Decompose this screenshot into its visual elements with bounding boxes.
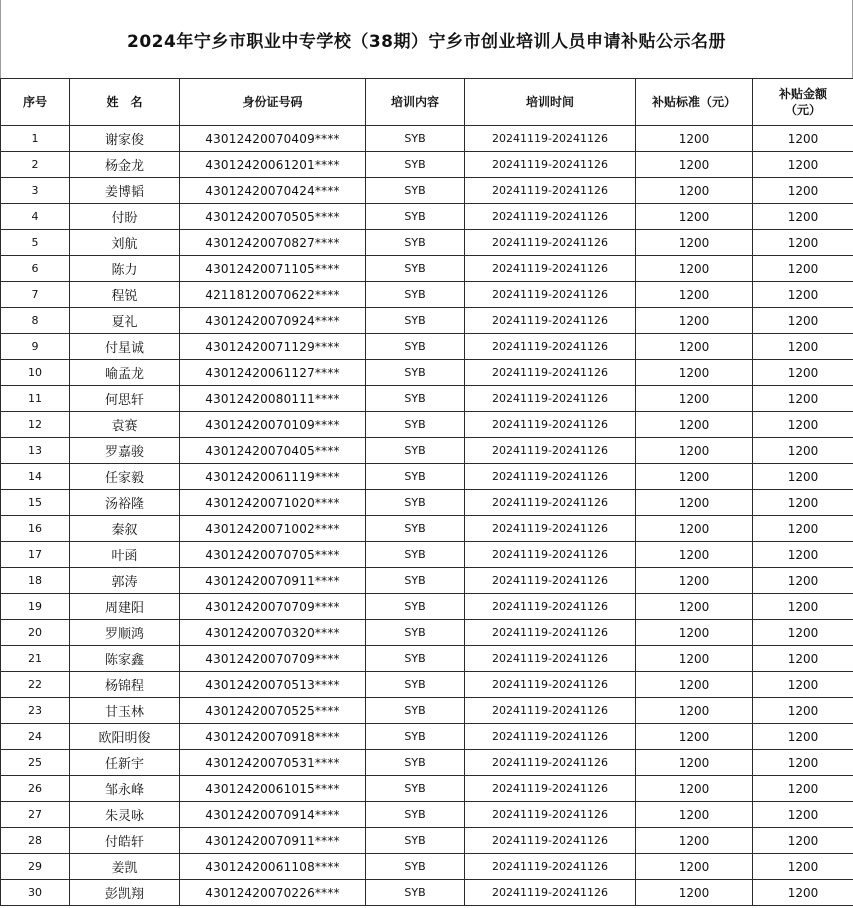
cell-amount[interactable]: 1200 [753, 516, 853, 542]
cell-course[interactable]: SYB [366, 282, 465, 308]
cell-period[interactable]: 20241119-20241126 [465, 178, 636, 204]
cell-amount[interactable]: 1200 [753, 282, 853, 308]
cell-course[interactable]: SYB [366, 334, 465, 360]
cell-id-number[interactable]: 43012420070531**** [180, 750, 366, 776]
cell-amount[interactable]: 1200 [753, 256, 853, 282]
cell-course[interactable]: SYB [366, 828, 465, 854]
cell-standard[interactable]: 1200 [636, 230, 753, 256]
table-row [1, 412, 853, 438]
cell-period[interactable]: 20241119-20241126 [465, 256, 636, 282]
cell-amount[interactable]: 1200 [753, 230, 853, 256]
cell-period[interactable]: 20241119-20241126 [465, 750, 636, 776]
cell-id-number[interactable]: 43012420061201**** [180, 152, 366, 178]
cell-course[interactable]: SYB [366, 152, 465, 178]
header-name[interactable]: 姓 名 [70, 79, 180, 126]
cell-name[interactable]: 周建阳 [70, 594, 180, 620]
cell-amount[interactable]: 1200 [753, 646, 853, 672]
cell-id-number[interactable]: 43012420070827**** [180, 230, 366, 256]
cell-standard[interactable]: 1200 [636, 438, 753, 464]
cell-period[interactable]: 20241119-20241126 [465, 698, 636, 724]
cell-standard[interactable]: 1200 [636, 152, 753, 178]
cell-standard[interactable]: 1200 [636, 464, 753, 490]
cell-seq[interactable]: 7 [1, 282, 70, 308]
cell-standard[interactable]: 1200 [636, 490, 753, 516]
cell-period[interactable]: 20241119-20241126 [465, 854, 636, 880]
cell-seq[interactable]: 16 [1, 516, 70, 542]
cell-name[interactable]: 付皓轩 [70, 828, 180, 854]
cell-amount[interactable]: 1200 [753, 802, 853, 828]
cell-amount[interactable]: 1200 [753, 152, 853, 178]
cell-amount[interactable]: 1200 [753, 542, 853, 568]
cell-period[interactable]: 20241119-20241126 [465, 360, 636, 386]
cell-name[interactable]: 杨金龙 [70, 152, 180, 178]
cell-id-number[interactable]: 43012420071129**** [180, 334, 366, 360]
cell-standard[interactable]: 1200 [636, 178, 753, 204]
cell-standard[interactable]: 1200 [636, 672, 753, 698]
cell-seq[interactable]: 9 [1, 334, 70, 360]
cell-id-number[interactable]: 43012420071105**** [180, 256, 366, 282]
cell-seq[interactable]: 18 [1, 568, 70, 594]
cell-standard[interactable]: 1200 [636, 620, 753, 646]
table-row [1, 334, 853, 360]
cell-course[interactable]: SYB [366, 360, 465, 386]
cell-period[interactable]: 20241119-20241126 [465, 204, 636, 230]
cell-name[interactable]: 任新宇 [70, 750, 180, 776]
table-row [1, 698, 853, 724]
cell-seq[interactable]: 14 [1, 464, 70, 490]
cell-standard[interactable]: 1200 [636, 698, 753, 724]
cell-period[interactable]: 20241119-20241126 [465, 282, 636, 308]
table-row [1, 880, 853, 906]
cell-seq[interactable]: 22 [1, 672, 70, 698]
cell-course[interactable]: SYB [366, 438, 465, 464]
table-row [1, 594, 853, 620]
cell-amount[interactable]: 1200 [753, 412, 853, 438]
cell-course[interactable]: SYB [366, 594, 465, 620]
cell-amount[interactable]: 1200 [753, 464, 853, 490]
cell-course[interactable]: SYB [366, 698, 465, 724]
cell-name[interactable]: 陈力 [70, 256, 180, 282]
cell-period[interactable]: 20241119-20241126 [465, 568, 636, 594]
cell-amount[interactable]: 1200 [753, 620, 853, 646]
cell-id-number[interactable]: 43012420070405**** [180, 438, 366, 464]
cell-id-number[interactable]: 43012420070709**** [180, 646, 366, 672]
cell-course[interactable]: SYB [366, 724, 465, 750]
cell-standard[interactable]: 1200 [636, 750, 753, 776]
cell-course[interactable]: SYB [366, 880, 465, 906]
cell-seq[interactable]: 3 [1, 178, 70, 204]
cell-seq[interactable]: 27 [1, 802, 70, 828]
cell-id-number[interactable]: 43012420061108**** [180, 854, 366, 880]
cell-name[interactable]: 任家毅 [70, 464, 180, 490]
cell-amount[interactable]: 1200 [753, 854, 853, 880]
cell-seq[interactable]: 8 [1, 308, 70, 334]
cell-standard[interactable]: 1200 [636, 386, 753, 412]
cell-course[interactable]: SYB [366, 126, 465, 152]
table-row [1, 282, 853, 308]
cell-standard[interactable]: 1200 [636, 308, 753, 334]
cell-period[interactable]: 20241119-20241126 [465, 620, 636, 646]
cell-amount[interactable]: 1200 [753, 828, 853, 854]
table-row [1, 516, 853, 542]
cell-amount[interactable]: 1200 [753, 360, 853, 386]
cell-seq[interactable]: 15 [1, 490, 70, 516]
cell-id-number[interactable]: 43012420061127**** [180, 360, 366, 386]
cell-name[interactable]: 汤裕隆 [70, 490, 180, 516]
cell-id-number[interactable]: 43012420070709**** [180, 594, 366, 620]
header-standard[interactable]: 补贴标准（元） [636, 79, 753, 126]
cell-amount[interactable]: 1200 [753, 672, 853, 698]
cell-id-number[interactable]: 43012420070109**** [180, 412, 366, 438]
cell-course[interactable]: SYB [366, 646, 465, 672]
cell-seq[interactable]: 12 [1, 412, 70, 438]
table-row [1, 854, 853, 880]
table-row [1, 256, 853, 282]
cell-name[interactable]: 罗嘉骏 [70, 438, 180, 464]
cell-seq[interactable]: 21 [1, 646, 70, 672]
cell-seq[interactable]: 23 [1, 698, 70, 724]
cell-period[interactable]: 20241119-20241126 [465, 490, 636, 516]
cell-standard[interactable]: 1200 [636, 256, 753, 282]
table-row [1, 802, 853, 828]
cell-name[interactable]: 邹永峰 [70, 776, 180, 802]
cell-id-number[interactable]: 43012420070705**** [180, 542, 366, 568]
cell-seq[interactable]: 1 [1, 126, 70, 152]
cell-course[interactable]: SYB [366, 386, 465, 412]
table-row [1, 308, 853, 334]
cell-name[interactable]: 姜凯 [70, 854, 180, 880]
cell-course[interactable]: SYB [366, 204, 465, 230]
table-row [1, 204, 853, 230]
cell-amount[interactable]: 1200 [753, 126, 853, 152]
table-row [1, 152, 853, 178]
table-row [1, 828, 853, 854]
cell-standard[interactable]: 1200 [636, 282, 753, 308]
cell-course[interactable]: SYB [366, 620, 465, 646]
cell-seq[interactable]: 2 [1, 152, 70, 178]
cell-id-number[interactable]: 43012420070320**** [180, 620, 366, 646]
cell-course[interactable]: SYB [366, 776, 465, 802]
cell-course[interactable]: SYB [366, 516, 465, 542]
cell-seq[interactable]: 25 [1, 750, 70, 776]
cell-course[interactable]: SYB [366, 490, 465, 516]
cell-period[interactable]: 20241119-20241126 [465, 152, 636, 178]
cell-amount[interactable]: 1200 [753, 178, 853, 204]
cell-id-number[interactable]: 43012420070424**** [180, 178, 366, 204]
cell-name[interactable]: 刘航 [70, 230, 180, 256]
cell-course[interactable]: SYB [366, 230, 465, 256]
cell-name[interactable]: 谢家俊 [70, 126, 180, 152]
cell-amount[interactable]: 1200 [753, 776, 853, 802]
cell-seq[interactable]: 26 [1, 776, 70, 802]
header-id-number[interactable]: 身份证号码 [180, 79, 366, 126]
cell-amount[interactable]: 1200 [753, 724, 853, 750]
table-row [1, 724, 853, 750]
cell-period[interactable]: 20241119-20241126 [465, 308, 636, 334]
cell-id-number[interactable]: 43012420071020**** [180, 490, 366, 516]
cell-name[interactable]: 付盼 [70, 204, 180, 230]
table-row [1, 542, 853, 568]
document-title: 2024年宁乡市职业中专学校（38期）宁乡市创业培训人员申请补贴公示名册 [0, 0, 853, 78]
cell-amount[interactable]: 1200 [753, 594, 853, 620]
cell-seq[interactable]: 17 [1, 542, 70, 568]
cell-amount[interactable]: 1200 [753, 438, 853, 464]
cell-amount[interactable]: 1200 [753, 204, 853, 230]
cell-id-number[interactable]: 43012420080111**** [180, 386, 366, 412]
cell-amount[interactable]: 1200 [753, 750, 853, 776]
cell-course[interactable]: SYB [366, 542, 465, 568]
cell-standard[interactable]: 1200 [636, 126, 753, 152]
cell-period[interactable]: 20241119-20241126 [465, 542, 636, 568]
cell-course[interactable]: SYB [366, 178, 465, 204]
cell-name[interactable]: 姜博韬 [70, 178, 180, 204]
table-header [1, 79, 853, 126]
header-course[interactable]: 培训内容 [366, 79, 465, 126]
header-period[interactable]: 培训时间 [465, 79, 636, 126]
cell-id-number[interactable]: 43012420070513**** [180, 672, 366, 698]
cell-standard[interactable]: 1200 [636, 880, 753, 906]
table-row [1, 360, 853, 386]
cell-period[interactable]: 20241119-20241126 [465, 126, 636, 152]
cell-seq[interactable]: 5 [1, 230, 70, 256]
cell-name[interactable]: 欧阳明俊 [70, 724, 180, 750]
cell-course[interactable]: SYB [366, 412, 465, 438]
cell-name[interactable]: 喻孟龙 [70, 360, 180, 386]
cell-course[interactable]: SYB [366, 750, 465, 776]
cell-name[interactable]: 秦叙 [70, 516, 180, 542]
cell-period[interactable]: 20241119-20241126 [465, 464, 636, 490]
cell-period[interactable]: 20241119-20241126 [465, 412, 636, 438]
table-row [1, 490, 853, 516]
cell-id-number[interactable]: 43012420070918**** [180, 724, 366, 750]
cell-seq[interactable]: 29 [1, 854, 70, 880]
cell-seq[interactable]: 4 [1, 204, 70, 230]
cell-id-number[interactable]: 43012420070505**** [180, 204, 366, 230]
cell-period[interactable]: 20241119-20241126 [465, 802, 636, 828]
cell-course[interactable]: SYB [366, 568, 465, 594]
cell-seq[interactable]: 6 [1, 256, 70, 282]
cell-name[interactable]: 何思轩 [70, 386, 180, 412]
cell-period[interactable]: 20241119-20241126 [465, 672, 636, 698]
table-row [1, 646, 853, 672]
cell-standard[interactable]: 1200 [636, 802, 753, 828]
cell-period[interactable]: 20241119-20241126 [465, 880, 636, 906]
cell-standard[interactable]: 1200 [636, 724, 753, 750]
cell-period[interactable]: 20241119-20241126 [465, 516, 636, 542]
cell-id-number[interactable]: 42118120070622**** [180, 282, 366, 308]
table-row [1, 178, 853, 204]
cell-standard[interactable]: 1200 [636, 568, 753, 594]
cell-id-number[interactable]: 43012420070911**** [180, 828, 366, 854]
table-row [1, 750, 853, 776]
cell-name[interactable]: 袁赛 [70, 412, 180, 438]
cell-id-number[interactable]: 43012420061119**** [180, 464, 366, 490]
table-row [1, 230, 853, 256]
cell-standard[interactable]: 1200 [636, 646, 753, 672]
table-row [1, 776, 853, 802]
cell-name[interactable]: 程锐 [70, 282, 180, 308]
cell-period[interactable]: 20241119-20241126 [465, 594, 636, 620]
cell-course[interactable]: SYB [366, 672, 465, 698]
subsidy-roster-table [0, 78, 853, 906]
cell-amount[interactable]: 1200 [753, 334, 853, 360]
cell-standard[interactable]: 1200 [636, 334, 753, 360]
cell-seq[interactable]: 30 [1, 880, 70, 906]
cell-period[interactable]: 20241119-20241126 [465, 724, 636, 750]
table-row [1, 386, 853, 412]
cell-amount[interactable]: 1200 [753, 308, 853, 334]
cell-amount[interactable]: 1200 [753, 568, 853, 594]
cell-id-number[interactable]: 43012420070914**** [180, 802, 366, 828]
cell-id-number[interactable]: 43012420070409**** [180, 126, 366, 152]
table-row [1, 464, 853, 490]
cell-seq[interactable]: 20 [1, 620, 70, 646]
cell-id-number[interactable]: 43012420070924**** [180, 308, 366, 334]
cell-seq[interactable]: 24 [1, 724, 70, 750]
cell-seq[interactable]: 10 [1, 360, 70, 386]
cell-amount[interactable]: 1200 [753, 386, 853, 412]
cell-name[interactable]: 甘玉林 [70, 698, 180, 724]
cell-name[interactable]: 付星诚 [70, 334, 180, 360]
header-amount[interactable]: 补贴金额（元） [753, 79, 853, 126]
table-row [1, 126, 853, 152]
cell-amount[interactable]: 1200 [753, 698, 853, 724]
cell-standard[interactable]: 1200 [636, 854, 753, 880]
cell-standard[interactable]: 1200 [636, 204, 753, 230]
cell-course[interactable]: SYB [366, 802, 465, 828]
table-body [1, 126, 853, 906]
cell-name[interactable]: 陈家鑫 [70, 646, 180, 672]
cell-name[interactable]: 杨锦程 [70, 672, 180, 698]
cell-id-number[interactable]: 43012420071002**** [180, 516, 366, 542]
cell-period[interactable]: 20241119-20241126 [465, 386, 636, 412]
cell-course[interactable]: SYB [366, 464, 465, 490]
cell-name[interactable]: 彭凯翔 [70, 880, 180, 906]
table-row [1, 672, 853, 698]
cell-name[interactable]: 郭涛 [70, 568, 180, 594]
cell-id-number[interactable]: 43012420070525**** [180, 698, 366, 724]
cell-period[interactable]: 20241119-20241126 [465, 776, 636, 802]
cell-id-number[interactable]: 43012420070226**** [180, 880, 366, 906]
header-seq[interactable]: 序号 [1, 79, 70, 126]
cell-standard[interactable]: 1200 [636, 776, 753, 802]
cell-period[interactable]: 20241119-20241126 [465, 646, 636, 672]
cell-period[interactable]: 20241119-20241126 [465, 438, 636, 464]
cell-course[interactable]: SYB [366, 308, 465, 334]
cell-seq[interactable]: 19 [1, 594, 70, 620]
header-row [1, 79, 853, 126]
cell-seq[interactable]: 28 [1, 828, 70, 854]
cell-id-number[interactable]: 43012420061015**** [180, 776, 366, 802]
cell-standard[interactable]: 1200 [636, 360, 753, 386]
table-row [1, 620, 853, 646]
cell-name[interactable]: 叶函 [70, 542, 180, 568]
cell-name[interactable]: 朱灵咏 [70, 802, 180, 828]
cell-course[interactable]: SYB [366, 256, 465, 282]
cell-standard[interactable]: 1200 [636, 828, 753, 854]
cell-period[interactable]: 20241119-20241126 [465, 334, 636, 360]
table-row [1, 438, 853, 464]
cell-standard[interactable]: 1200 [636, 412, 753, 438]
cell-standard[interactable]: 1200 [636, 542, 753, 568]
cell-name[interactable]: 罗顺鸿 [70, 620, 180, 646]
cell-id-number[interactable]: 43012420070911**** [180, 568, 366, 594]
cell-seq[interactable]: 11 [1, 386, 70, 412]
cell-seq[interactable]: 13 [1, 438, 70, 464]
table-row [1, 568, 853, 594]
cell-standard[interactable]: 1200 [636, 516, 753, 542]
cell-amount[interactable]: 1200 [753, 490, 853, 516]
cell-amount[interactable]: 1200 [753, 880, 853, 906]
cell-period[interactable]: 20241119-20241126 [465, 230, 636, 256]
cell-course[interactable]: SYB [366, 854, 465, 880]
cell-name[interactable]: 夏礼 [70, 308, 180, 334]
cell-standard[interactable]: 1200 [636, 594, 753, 620]
cell-period[interactable]: 20241119-20241126 [465, 828, 636, 854]
